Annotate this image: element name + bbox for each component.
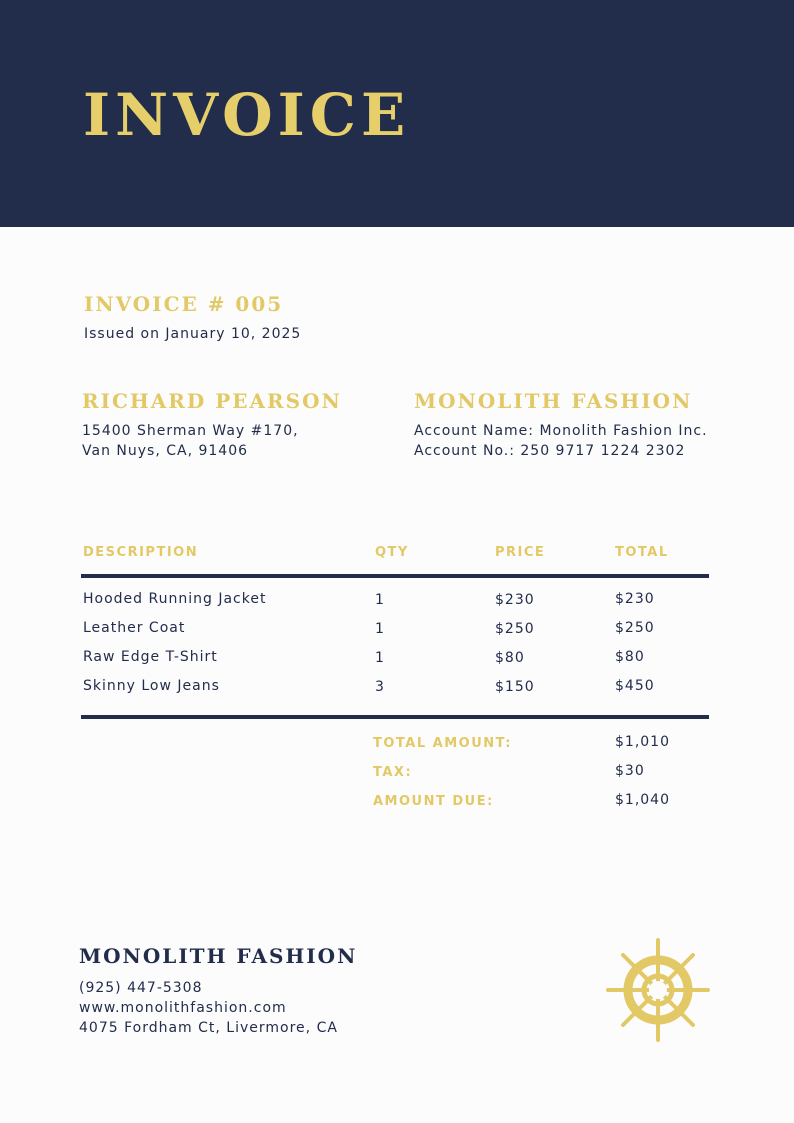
client-address-line1: 15400 Sherman Way #170, [82, 423, 299, 439]
table-bottom-rule [81, 715, 709, 719]
row-price: $250 [495, 621, 535, 637]
row-total: $450 [615, 678, 655, 694]
tax-value: $30 [615, 763, 645, 779]
issued-date: Issued on January 10, 2025 [84, 326, 302, 342]
footer-website: www.monolithfashion.com [79, 1000, 287, 1016]
amount-due-label: AMOUNT DUE: [373, 794, 494, 809]
row-description: Hooded Running Jacket [83, 591, 267, 607]
total-amount-value: $1,010 [615, 734, 670, 750]
page-title: INVOICE [83, 81, 411, 149]
column-header-price: PRICE [495, 545, 546, 560]
client-name: RICHARD PEARSON [82, 389, 342, 413]
row-description: Skinny Low Jeans [83, 678, 220, 694]
row-qty: 3 [375, 679, 385, 695]
column-header-qty: QTY [375, 545, 409, 560]
ship-wheel-icon [606, 938, 710, 1042]
account-name: Account Name: Monolith Fashion Inc. [414, 423, 708, 439]
footer-phone: (925) 447-5308 [79, 980, 203, 996]
company-name: MONOLITH FASHION [414, 389, 693, 413]
row-price: $150 [495, 679, 535, 695]
table-top-rule [81, 574, 709, 578]
row-description: Raw Edge T-Shirt [83, 649, 218, 665]
invoice-number: INVOICE # 005 [84, 292, 284, 316]
row-price: $80 [495, 650, 525, 666]
header-banner [0, 0, 794, 227]
row-total: $230 [615, 591, 655, 607]
client-address-line2: Van Nuys, CA, 91406 [82, 443, 249, 459]
row-qty: 1 [375, 592, 385, 608]
footer-address: 4075 Fordham Ct, Livermore, CA [79, 1020, 338, 1036]
row-qty: 1 [375, 621, 385, 637]
row-total: $250 [615, 620, 655, 636]
row-description: Leather Coat [83, 620, 186, 636]
row-price: $230 [495, 592, 535, 608]
column-header-total: TOTAL [615, 545, 669, 560]
total-amount-label: TOTAL AMOUNT: [373, 736, 512, 751]
row-total: $80 [615, 649, 645, 665]
row-qty: 1 [375, 650, 385, 666]
column-header-description: DESCRIPTION [83, 545, 199, 560]
tax-label: TAX: [373, 765, 413, 780]
footer-brand-name: MONOLITH FASHION [79, 944, 358, 968]
account-number: Account No.: 250 9717 1224 2302 [414, 443, 686, 459]
amount-due-value: $1,040 [615, 792, 670, 808]
